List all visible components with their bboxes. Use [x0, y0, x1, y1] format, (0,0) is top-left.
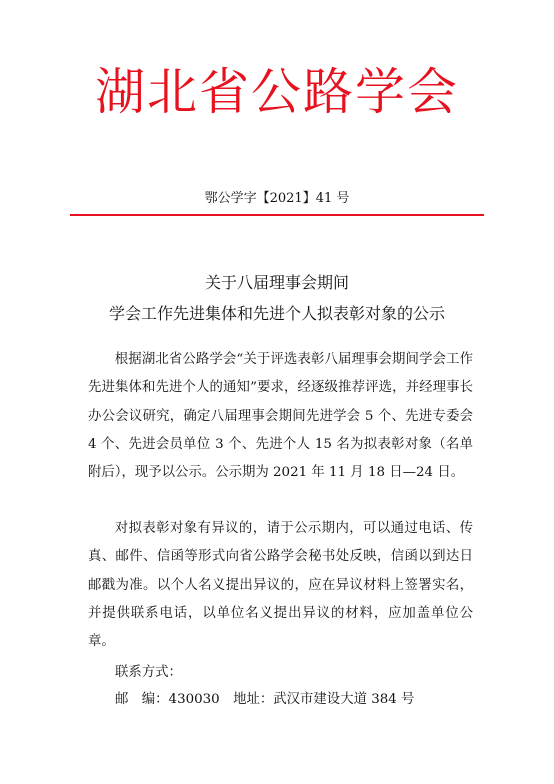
body-paragraph-1: 根据湖北省公路学会“关于评选表彰八届理事会期间学会工作先进集体和先进个人的通知”要求，经逐级推荐评选，并经理事长办公会议研究，确定八届理事会期间先进学会 5 个、先进专委会 4 个、先进会员单位 3 个、先进个人 15 名为拟表彰对象（名单附后），现予以公示。公示期为 2021 年 11 月 18 日—24 日。 — [88, 352, 473, 481]
contact-label: 联系方式： — [115, 665, 182, 680]
document-number: 鄂公学字【2021】41 号 — [204, 191, 350, 206]
header-divider — [70, 214, 484, 216]
contact-address-line: 邮 编：430030 地址：武汉市建设大道 384 号 — [115, 692, 415, 707]
body-paragraph-2: 对拟表彰对象有异议的，请于公示期内，可以通过电话、传真、邮件、信函等形式向省公路学会秘书处反映，信函以到达日邮戳为准。以个人名义提出异议的，应在异议材料上签署实名，并提供联系电话，以单位名义提出异议的材料，应加盖单位公章。 — [88, 521, 473, 650]
document-title-line-1: 关于八届理事会期间 — [204, 273, 349, 292]
organization-header: 湖北省公路学会 — [95, 63, 459, 121]
document-title-line-2: 学会工作先进集体和先进个人拟表彰对象的公示 — [108, 304, 445, 323]
